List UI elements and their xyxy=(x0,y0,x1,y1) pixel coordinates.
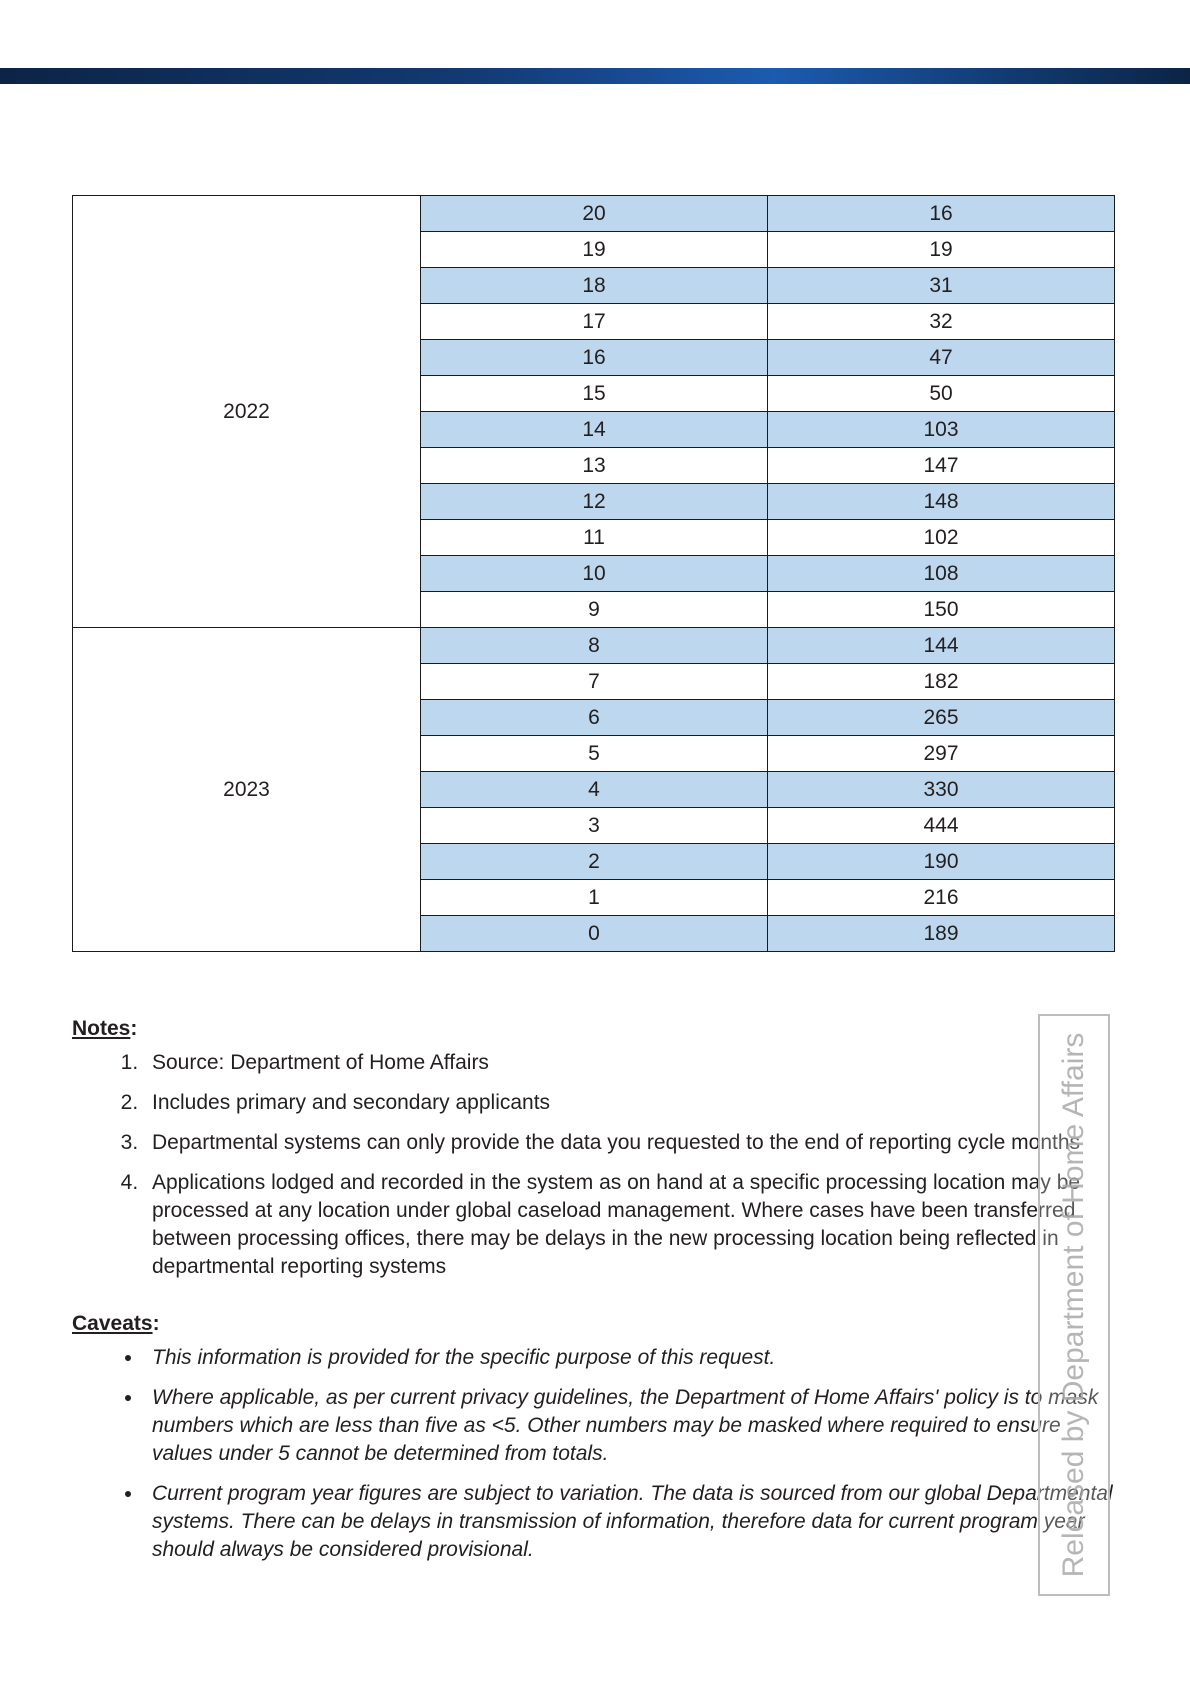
table-cell-col2: 444 xyxy=(768,808,1115,844)
note-item: 3. Departmental systems can only provide the data you requested to the end of reporting cycle months xyxy=(144,1129,1122,1157)
table-cell-col2: 330 xyxy=(768,772,1115,808)
table-cell-col2: 265 xyxy=(768,700,1115,736)
table-cell-col2: 47 xyxy=(768,340,1115,376)
note-item: 2. Includes primary and secondary applicants xyxy=(144,1089,1122,1117)
year-cell: 2022 xyxy=(73,196,421,628)
year-cell: 2023 xyxy=(73,628,421,952)
table-cell-col2: 31 xyxy=(768,268,1115,304)
note-item: 1. Source: Department of Home Affairs xyxy=(144,1049,1122,1077)
data-table xyxy=(72,195,1115,952)
caveats-section xyxy=(72,1310,1122,1576)
table-cell-col2: 150 xyxy=(768,592,1115,628)
table-cell-col2: 144 xyxy=(768,628,1115,664)
table-cell-col2: 102 xyxy=(768,520,1115,556)
table-row xyxy=(73,196,1115,232)
caveat-item: • Current program year figures are subject to variation. The data is sourced from our global Departmental systems. There can be delays in transmission of information, therefore data for current program year should always be considered provisional. xyxy=(144,1480,1122,1564)
table-cell-col2: 32 xyxy=(768,304,1115,340)
caveats-heading-text: Caveats xyxy=(72,1312,153,1335)
table-cell-col1: 12 xyxy=(421,484,768,520)
table-cell-col1: 11 xyxy=(421,520,768,556)
table-cell-col2: 297 xyxy=(768,736,1115,772)
table-cell-col1: 13 xyxy=(421,448,768,484)
notes-heading xyxy=(72,1015,1122,1043)
table-cell-col1: 7 xyxy=(421,664,768,700)
table-cell-col1: 3 xyxy=(421,808,768,844)
table-cell-col2: 147 xyxy=(768,448,1115,484)
table-cell-col1: 19 xyxy=(421,232,768,268)
table-cell-col1: 0 xyxy=(421,916,768,952)
table-cell-col2: 148 xyxy=(768,484,1115,520)
notes-section xyxy=(72,1015,1122,1293)
table-cell-col1: 18 xyxy=(421,268,768,304)
table-cell-col1: 4 xyxy=(421,772,768,808)
table-cell-col2: 19 xyxy=(768,232,1115,268)
table-cell-col1: 20 xyxy=(421,196,768,232)
table-cell-col1: 10 xyxy=(421,556,768,592)
table-cell-col1: 14 xyxy=(421,412,768,448)
release-stamp-text: Released by Department of Home Affairs xyxy=(1057,1032,1090,1578)
table-cell-col2: 16 xyxy=(768,196,1115,232)
table-cell-col2: 182 xyxy=(768,664,1115,700)
table-cell-col1: 8 xyxy=(421,628,768,664)
table-cell-col2: 50 xyxy=(768,376,1115,412)
table-cell-col1: 6 xyxy=(421,700,768,736)
table-cell-col2: 189 xyxy=(768,916,1115,952)
table-cell-col1: 9 xyxy=(421,592,768,628)
table-cell-col2: 103 xyxy=(768,412,1115,448)
table-cell-col2: 190 xyxy=(768,844,1115,880)
caveats-list xyxy=(72,1344,1122,1564)
table-cell-col1: 5 xyxy=(421,736,768,772)
table-cell-col2: 216 xyxy=(768,880,1115,916)
table-row xyxy=(73,628,1115,664)
table-cell-col1: 2 xyxy=(421,844,768,880)
header-band xyxy=(0,68,1190,84)
data-table-body xyxy=(73,196,1115,952)
notes-heading-colon: : xyxy=(130,1017,138,1040)
table-cell-col1: 17 xyxy=(421,304,768,340)
table-cell-col1: 15 xyxy=(421,376,768,412)
note-item: 4. Applications lodged and recorded in the system as on hand at a specific processing location may be processed at any location under global caseload management. Where cases have been transferred between processing offices, there may be delays in the new processing location being reflected in departmental reporting systems xyxy=(144,1169,1122,1281)
table-cell-col1: 1 xyxy=(421,880,768,916)
notes-heading-text: Notes xyxy=(72,1017,131,1040)
caveats-heading xyxy=(72,1310,1122,1338)
caveat-item: • Where applicable, as per current privacy guidelines, the Department of Home Affairs' policy is to mask numbers which are less than five as <5. Other numbers may be masked where required to ensure values under 5 cannot be determined from totals. xyxy=(144,1384,1122,1468)
caveats-heading-colon: : xyxy=(152,1312,160,1335)
table-cell-col1: 16 xyxy=(421,340,768,376)
notes-list xyxy=(72,1049,1122,1281)
table-cell-col2: 108 xyxy=(768,556,1115,592)
release-stamp xyxy=(1038,1014,1110,1596)
caveat-item: • This information is provided for the specific purpose of this request. xyxy=(144,1344,1122,1372)
